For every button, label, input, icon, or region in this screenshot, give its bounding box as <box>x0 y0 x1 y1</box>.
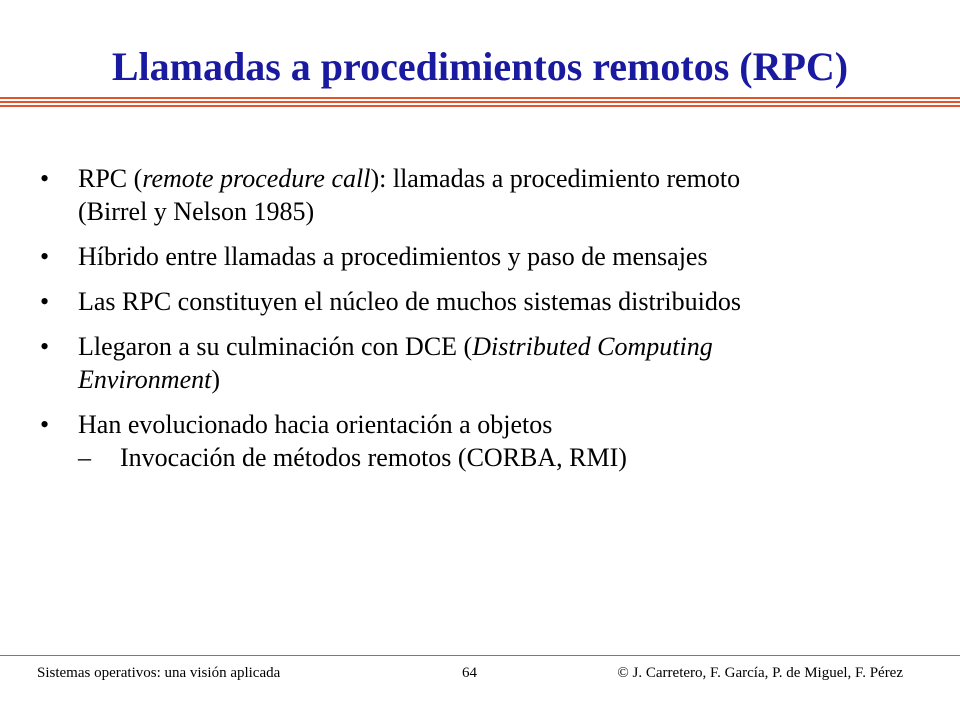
bullet-item-rpc: • RPC (remote procedure call): llamadas a procedimiento remoto (Birrel y Nelson 1985) <box>40 164 741 226</box>
title-underline <box>0 97 960 107</box>
bullet-marker: • <box>40 287 50 316</box>
bullet-item-core: • Las RPC constituyen el núcleo de muchos sistemas distribuidos <box>40 287 741 316</box>
sub-bullet-marker: – <box>78 443 91 472</box>
footer-page-number: 64 <box>462 665 477 681</box>
bullet-marker: • <box>40 164 50 193</box>
bullet-item-dce: • Llegaron a su culminación con DCE (Distributed Computing Environment) <box>40 332 713 394</box>
bullet-marker: • <box>40 410 50 439</box>
sub-bullet-rmi: – Invocación de métodos remotos (CORBA, RMI) <box>78 443 627 472</box>
bullet-marker: • <box>40 332 50 361</box>
footer-copyright: © J. Carretero, F. García, P. de Miguel, F. Pérez <box>617 665 903 681</box>
bullet-item-objects: • Han evolucionado hacia orientación a objetos – Invocación de métodos remotos (CORBA, RMI) <box>40 408 920 474</box>
bullet-list <box>40 162 920 486</box>
footer-book-title: Sistemas operativos: una visión aplicada <box>37 665 281 681</box>
bullet-item-hybrid: • Híbrido entre llamadas a procedimientos y paso de mensajes <box>40 242 708 271</box>
slide-title: Llamadas a procedimientos remotos (RPC) <box>111 44 849 89</box>
footer-divider <box>0 655 960 656</box>
bullet-marker: • <box>40 242 50 271</box>
